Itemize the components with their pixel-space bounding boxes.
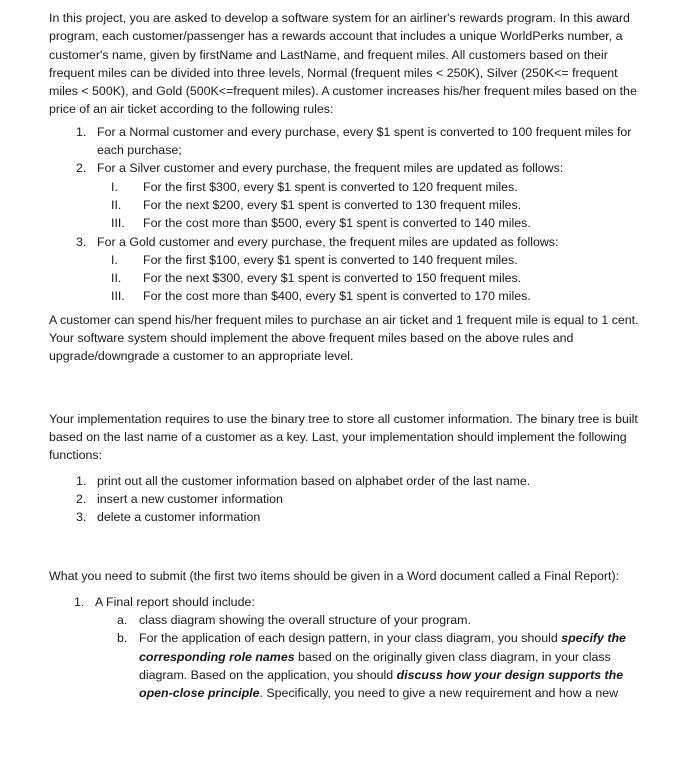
- list-item: [49, 123, 649, 160]
- list-number: I.: [111, 252, 118, 267]
- list-item: [49, 508, 649, 526]
- list-number: 1.: [76, 124, 87, 139]
- list-letter: b.: [117, 631, 128, 646]
- list-number: 2.: [76, 161, 87, 176]
- list-number: II.: [111, 197, 122, 212]
- list-item-text: For the next $300, every $1 spent is converted to 150 frequent miles.: [143, 271, 522, 286]
- submit-list: [49, 593, 649, 703]
- list-item: [49, 593, 649, 703]
- spend-paragraph: A customer can spend his/her frequent miles to purchase an air ticket and 1 frequent mile is equal to 1 cent. Your software system should implement the above frequent miles based on the above rules and upgrade/downgrade a customer to an appropriate level.: [49, 312, 639, 364]
- list-letter: a.: [117, 613, 128, 628]
- text-run: For the application of each design pattern, in your class diagram, you should: [139, 631, 562, 646]
- list-number: III.: [111, 216, 125, 231]
- gold-rules-sublist: [97, 251, 649, 306]
- list-number: III.: [111, 289, 125, 304]
- list-item-text: class diagram showing the overall structure of your program.: [139, 613, 471, 628]
- list-item: [49, 159, 649, 232]
- list-item-text: For the first $100, every $1 spent is converted to 140 frequent miles.: [143, 252, 518, 267]
- rules-list: [49, 123, 649, 306]
- list-item-text: For the cost more than $400, every $1 spent is converted to 170 miles.: [143, 289, 531, 304]
- emphasis-text: discuss how your design supports the open-close principle: [139, 667, 624, 701]
- list-item-text: For the cost more than $500, every $1 spent is converted to 140 miles.: [143, 216, 531, 231]
- list-number: 3.: [76, 234, 87, 249]
- list-item: [97, 214, 649, 232]
- list-item: [95, 611, 649, 629]
- list-item-text: [139, 631, 626, 700]
- list-item: [97, 251, 649, 269]
- list-item-text: A Final report should include:: [95, 594, 255, 609]
- functions-list: [49, 472, 649, 527]
- report-contents-sublist: [95, 611, 649, 702]
- silver-rules-sublist: [97, 178, 649, 233]
- list-item-text: For a Normal customer and every purchase, every $1 spent is converted to 100 frequent miles for each purchase;: [97, 124, 632, 158]
- list-number: 3.: [76, 510, 87, 525]
- list-number: I.: [111, 179, 118, 194]
- list-number: 2.: [76, 491, 87, 506]
- list-item-text: insert a new customer information: [97, 491, 283, 506]
- list-item: [97, 196, 649, 214]
- list-item: [95, 629, 649, 702]
- list-item: [49, 490, 649, 508]
- list-number: 1.: [76, 473, 87, 488]
- list-number: II.: [111, 271, 122, 286]
- intro-paragraph: In this project, you are asked to develop a software system for an airliner's rewards program. In this award program, each customer/passenger has a rewards account that includes a unique WorldPerks number, a customer's name, given by firstName and LastName, and frequent miles. All customers based on their frequent miles can be divided into three levels, Normal (frequent miles < 250K), Silver (250K<= frequent miles < 500K), and Gold (500K<=frequent miles). A customer increases his/her frequent miles based on the price of an air ticket according to the following rules:: [49, 11, 637, 117]
- list-item: [49, 472, 649, 490]
- list-item: [97, 269, 649, 287]
- list-item-text: For a Silver customer and every purchase, the frequent miles are updated as follows:: [97, 161, 564, 176]
- text-run: based on the originally given class diagram, in your class diagram. Based on the application, you should: [139, 649, 611, 682]
- list-item-text: For a Gold customer and every purchase, the frequent miles are updated as follows:: [97, 234, 559, 249]
- list-item-text: For the first $300, every $1 spent is converted to 120 frequent miles.: [143, 179, 518, 194]
- list-item: [97, 287, 649, 305]
- emphasis-text: specify the corresponding role names: [139, 631, 626, 664]
- submit-paragraph: What you need to submit (the first two items should be given in a Word document called a Final Report):: [49, 569, 620, 584]
- list-number: 1.: [74, 594, 85, 609]
- list-item-text: delete a customer information: [97, 510, 261, 525]
- document-body: [49, 9, 649, 703]
- list-item-text: print out all the customer information based on alphabet order of the last name.: [97, 473, 531, 488]
- implementation-paragraph: Your implementation requires to use the binary tree to store all customer information. The binary tree is built based on the last name of a customer as a key. Last, your implementation should implement the following functions:: [49, 411, 638, 463]
- list-item: [49, 233, 649, 306]
- list-item: [97, 178, 649, 196]
- list-item-text: For the next $200, every $1 spent is converted to 130 frequent miles.: [143, 197, 522, 212]
- text-run: . Specifically, you need to give a new requirement and how a new: [259, 686, 619, 701]
